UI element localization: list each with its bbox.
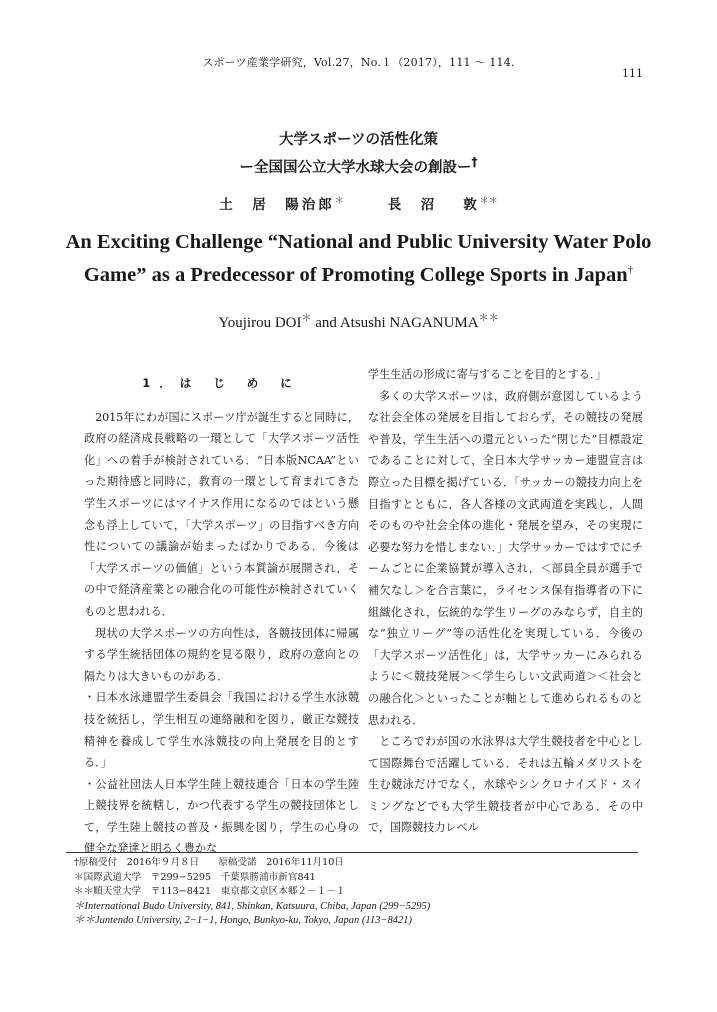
- paragraph: ところでわが国の水泳界は大学生競技者を中心として国際舞台で活躍している．それは五輪メダリストを生む競泳だけでなく，水球やシンクロナイズド・スイミングなどでも大学生競技者が中心である．その中で，国際競技力レベル: [368, 735, 643, 835]
- author1-en-mark: ＊: [301, 313, 312, 324]
- paragraph-quote-athletics: ・公益社団法人日本学生陸上競技連合「日本の学生陸上競技界を統轄し，かつ代表する学生の競技団体として，学生陸上競技の普及・振興を図り，学生の心身の健全な発達と明るく豊かな: [84, 777, 359, 856]
- footnote-received: †原稿受付 2016年９月８日 原稿受諾 2016年11月10日: [74, 857, 344, 868]
- author2-ja: [388, 197, 498, 213]
- author2-ja-name-a: 長 沼: [387, 197, 438, 213]
- section-heading-introduction: 1．は じ め に: [142, 376, 301, 390]
- author1-ja-name: 土 居 陽治郎: [219, 197, 335, 213]
- author2-ja-name-b: 敦: [463, 197, 480, 213]
- footnote-affiliation2-en: ＊＊Juntendo University, 2−1−1, Hongo, Bunkyo-ku, Tokyo, Japan (113−8421): [74, 915, 412, 927]
- paragraph: 2015年にわが国にスポーツ庁が誕生すると同時に，政府の経済成長戦略の一環として「大学スポーツ活性化」への着手が検討されている．“日本版NCAA”といった期待感と同時に，教育の一環として育まれてきた学生スポーツにはマイナス作用になるのではという懸念も浮上していて，「大学スポーツ」の目指すべき方向性についての議論が始まったばかりである．今後は「大学スポーツの価値」という本質論が展開され，その中で経済産業との融合化の可能性が検討されていくものと思われる．: [84, 410, 359, 618]
- japanese-title: [0, 128, 717, 149]
- author2-en: Atsushi NAGANUMA: [339, 315, 479, 331]
- footnote-affiliation1-en: ＊International Budo University, 841, Shinkan, Katsuura, Chiba, Japan (299−5295): [74, 900, 431, 912]
- footnote-affiliation2-ja: ＊＊順天堂大学 〒113−8421 東京都文京区本郷２－１－１: [74, 886, 346, 898]
- english-title-line2-text: Game” as a Predecessor of Promoting College Sports in Japan: [83, 264, 628, 286]
- english-title-line2: [0, 264, 717, 287]
- footnote-divider: [66, 852, 638, 853]
- authors-en-and: and: [311, 315, 340, 331]
- paragraph: 学生生活の形成に寄与することを目的とする．」: [368, 368, 607, 381]
- paragraph: 多くの大学スポーツは，政府側が意図しているような社会全体の発展を目指しておらず，その競技の発展や普及，学生生活への還元といった“閉じた”目標設定であることに対して，全日本大学サッカー連盟宣言は際立った目標を掲げている．「サッカーの競技力向上を目指すとともに，各人各様の文武両道を実践し，人間そのものや社会全体の進化・発展を望み，その実現に必要な努力を惜しまない．」大学サッカーではすでにチームごとに企業協賛が導入され，＜部員全員が選手で補欠なし＞を合言葉に，ライセンス保有指導者の下に組織化され，伝統的な学生リーグのみならず，自主的な“独立リーグ”等の活性化を実現している．今後の「大学スポーツ活性化」は，大学サッカーにみられるように＜競技発展＞＜学生らしい文武両道＞＜社会との融合化＞といったことが軸として進められるものと思われる．: [368, 389, 643, 727]
- japanese-authors: [0, 193, 717, 213]
- body-column-left: [84, 364, 359, 860]
- body-column-right: [368, 364, 643, 839]
- english-title-line1: An Exciting Challenge “National and Public University Water Polo: [65, 231, 652, 253]
- author1-ja: [219, 197, 344, 213]
- paragraph: 現状の大学スポーツの方向性は，各競技団体に帰属する学生統括団体の規約を見る限り，政府の意向との隔たりは大きいものがある．: [84, 626, 359, 683]
- journal-citation: スポーツ産業学研究，Vol.27，No.１（2017），111 ～ 114.: [202, 56, 515, 69]
- japanese-title-line1: 大学スポーツの活性化策: [279, 132, 438, 148]
- footnotes: [74, 856, 644, 929]
- footnote-affiliation1-ja: ＊国際武道大学 〒299−5295 千葉県勝浦市新官841: [74, 871, 316, 883]
- english-authors: [0, 309, 717, 332]
- japanese-subtitle: [0, 155, 717, 177]
- japanese-subtitle-line2: ー全国国公立大学水球大会の創設ー: [239, 159, 472, 176]
- author2-ja-mark: ＊＊: [479, 196, 498, 207]
- author2-en-mark: ＊＊: [478, 313, 499, 324]
- author1-en: Youjirou DOI: [218, 315, 302, 331]
- title-dagger-mark: †: [471, 155, 478, 169]
- page-number: 111: [622, 67, 643, 80]
- paragraph-quote-swimming: ・日本水泳連盟学生委員会「我国における学生水泳競技を統括し，学生相互の連絡融和を図り，厳正な競技精神を養成して学生水泳競技の向上発展を目的とする．」: [84, 691, 359, 770]
- author1-ja-mark: ＊: [334, 196, 344, 207]
- english-title-dagger-mark: †: [627, 264, 634, 277]
